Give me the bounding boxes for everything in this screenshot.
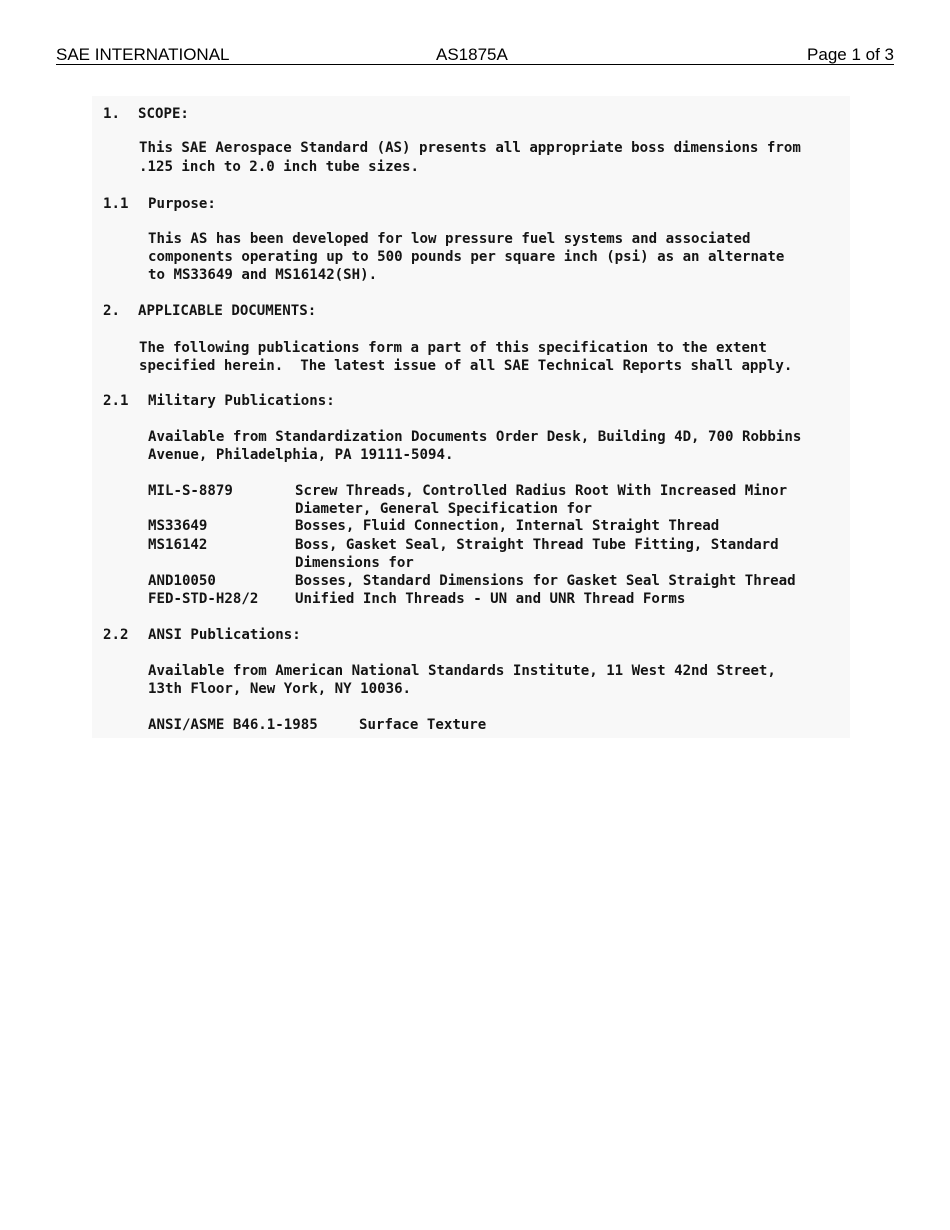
section-2-title: APPLICABLE DOCUMENTS: [138, 303, 317, 319]
reference-code: MIL-S-8879 [148, 483, 233, 499]
section-1-1-body-line: This AS has been developed for low pressure fuel systems and associated [148, 231, 751, 247]
scanned-page-content [92, 96, 850, 738]
section-2-1-body-line: Avenue, Philadelphia, PA 19111-5094. [148, 447, 454, 463]
section-2-1-body-line: Available from Standardization Documents Order Desk, Building 4D, 700 Robbins [148, 429, 802, 445]
reference-code: ANSI/ASME B46.1-1985 [148, 717, 318, 733]
reference-description: Bosses, Fluid Connection, Internal Straight Thread [295, 518, 720, 534]
section-1-title: SCOPE: [138, 106, 189, 122]
section-1-number: 1. [103, 106, 120, 122]
section-2-2-number: 2.2 [103, 627, 129, 643]
section-2-2-body-line: Available from American National Standards Institute, 11 West 42nd Street, [148, 663, 776, 679]
section-2-1-number: 2.1 [103, 393, 129, 409]
section-1-1-body-line: to MS33649 and MS16142(SH). [148, 267, 378, 283]
header-page-number: Page 1 of 3 [807, 45, 894, 64]
section-1-body-line: .125 inch to 2.0 inch tube sizes. [139, 159, 420, 175]
section-2-2-body-line: 13th Floor, New York, NY 10036. [148, 681, 412, 697]
reference-code: MS16142 [148, 537, 208, 553]
reference-description: Bosses, Standard Dimensions for Gasket Seal Straight Thread [295, 573, 796, 589]
reference-description: Diameter, General Specification for [295, 501, 592, 517]
reference-description: Dimensions for [295, 555, 414, 571]
section-2-1-title: Military Publications: [148, 393, 335, 409]
reference-code: MS33649 [148, 518, 208, 534]
section-1-1-body-line: components operating up to 500 pounds per square inch (psi) as an alternate [148, 249, 785, 265]
header-document-number: AS1875A [436, 45, 508, 64]
section-1-1-number: 1.1 [103, 196, 129, 212]
reference-description: Unified Inch Threads - UN and UNR Thread Forms [295, 591, 686, 607]
section-2-body-line: specified herein. The latest issue of all SAE Technical Reports shall apply. [139, 358, 793, 374]
section-2-2-title: ANSI Publications: [148, 627, 301, 643]
section-1-1-title: Purpose: [148, 196, 216, 212]
reference-code: AND10050 [148, 573, 216, 589]
page-header [56, 44, 894, 65]
section-1-body-line: This SAE Aerospace Standard (AS) presents all appropriate boss dimensions from [139, 140, 801, 156]
reference-code: FED-STD-H28/2 [148, 591, 259, 607]
header-organization: SAE INTERNATIONAL [56, 45, 230, 64]
reference-description: Screw Threads, Controlled Radius Root With Increased Minor [295, 483, 788, 499]
reference-description: Boss, Gasket Seal, Straight Thread Tube Fitting, Standard [295, 537, 779, 553]
reference-description: Surface Texture [359, 717, 487, 733]
section-2-body-line: The following publications form a part of this specification to the extent [139, 340, 767, 356]
section-2-number: 2. [103, 303, 120, 319]
